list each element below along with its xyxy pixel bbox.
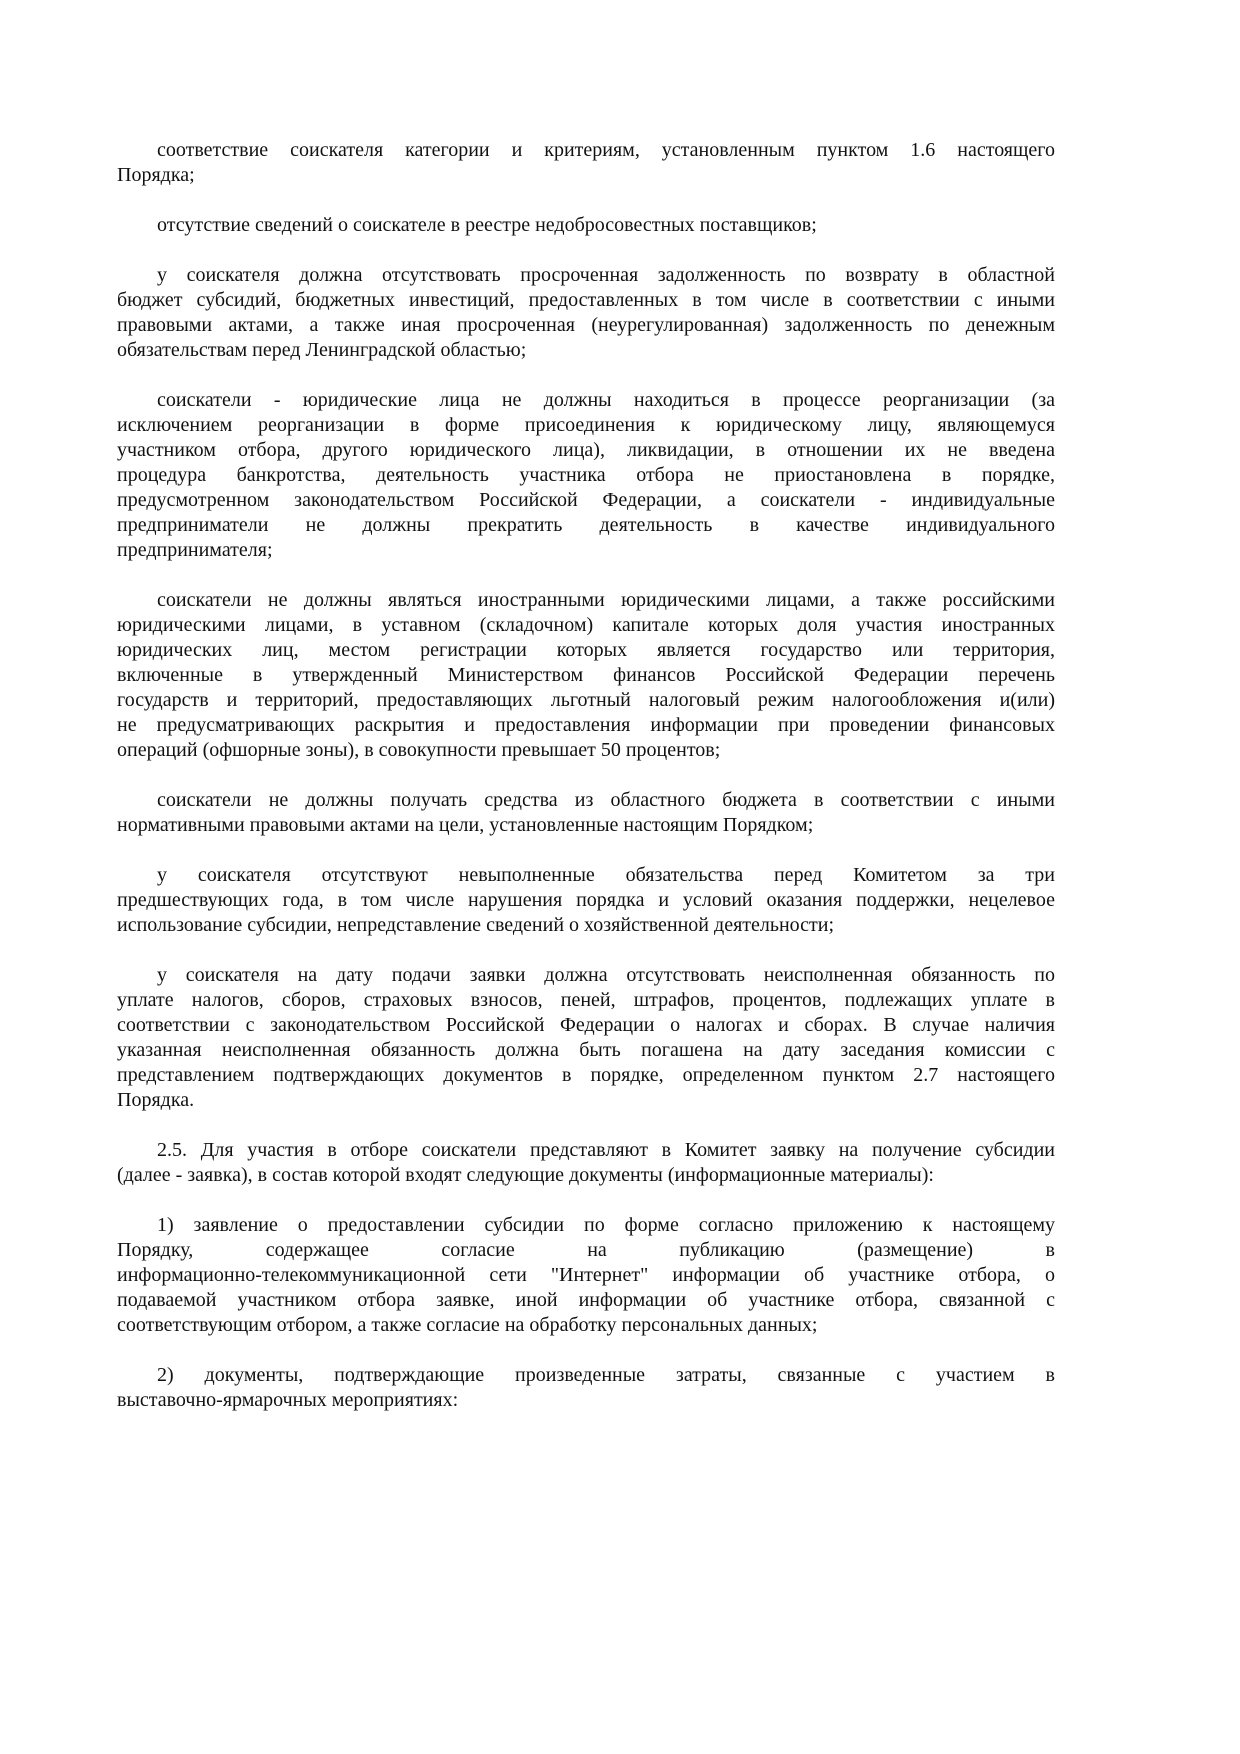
text-line: обязательствам перед Ленинградской областью;	[117, 339, 527, 361]
text-line: предпринимателя;	[117, 539, 273, 561]
text-line: юридическими лицами, в уставном (складочном) капитале которых доля участия иностранных	[117, 614, 1055, 636]
text-line: предусмотренном законодательством Российской Федерации, а соискатели - индивидуальные	[117, 489, 1055, 511]
text-line: нормативными правовыми актами на цели, установленные настоящим Порядком;	[117, 814, 814, 836]
text-line: у соискателя отсутствуют невыполненные обязательства перед Комитетом за три	[157, 864, 1055, 886]
text-line: соискатели не должны получать средства из областного бюджета в соответствии с иными	[157, 789, 1055, 811]
text-line: у соискателя на дату подачи заявки должна отсутствовать неисполненная обязанность по	[157, 964, 1055, 986]
text-line: уплате налогов, сборов, страховых взносов, пеней, штрафов, процентов, подлежащих уплате в	[117, 989, 1055, 1011]
text-line: Порядку, содержащее согласие на публикацию (размещение) в	[117, 1239, 1055, 1261]
paragraph	[117, 1213, 1055, 1338]
paragraph	[117, 963, 1055, 1113]
paragraph	[117, 1363, 1055, 1413]
text-line: (далее - заявка), в состав которой входят следующие документы (информационные материалы):	[117, 1164, 934, 1186]
text-line: Порядка;	[117, 164, 195, 186]
text-line: исключением реорганизации в форме присоединения к юридическому лицу, являющемуся	[117, 414, 1055, 436]
text-line: соответствие соискателя категории и критериям, установленным пунктом 1.6 настоящего	[157, 139, 1055, 161]
text-line: бюджет субсидий, бюджетных инвестиций, предоставленных в том числе в соответствии с иными	[117, 289, 1055, 311]
text-line: информационно-телекоммуникационной сети "Интернет" информации об участнике отбора, о	[117, 1264, 1055, 1286]
paragraph	[117, 1138, 1055, 1188]
text-line: операций (офшорные зоны), в совокупности превышает 50 процентов;	[117, 739, 721, 761]
paragraph	[117, 788, 1055, 838]
text-line: указанная неисполненная обязанность должна быть погашена на дату заседания комиссии с	[117, 1039, 1055, 1061]
text-line: предприниматели не должны прекратить деятельность в качестве индивидуального	[117, 514, 1055, 536]
text-line: соответствии с законодательством Российской Федерации о налогах и сборах. В случае наличия	[117, 1014, 1055, 1036]
document-page	[117, 138, 1055, 1438]
text-line: правовыми актами, а также иная просроченная (неурегулированная) задолженность по денежным	[117, 314, 1055, 336]
paragraph	[117, 388, 1055, 563]
paragraph	[117, 138, 1055, 188]
text-line: участником отбора, другого юридического лица), ликвидации, в отношении их не введена	[117, 439, 1055, 461]
text-line: государств и территорий, предоставляющих льготный налоговый режим налогообложения и(или)	[117, 689, 1055, 711]
text-line: 1) заявление о предоставлении субсидии по форме согласно приложению к настоящему	[157, 1214, 1055, 1236]
text-line: не предусматривающих раскрытия и предоставления информации при проведении финансовых	[117, 714, 1055, 736]
paragraph	[117, 263, 1055, 363]
text-line: 2) документы, подтверждающие произведенные затраты, связанные с участием в	[157, 1364, 1055, 1386]
paragraph	[117, 213, 1055, 238]
text-line: соискатели не должны являться иностранными юридическими лицами, а также российскими	[157, 589, 1055, 611]
text-line: соответствующим отбором, а также согласие на обработку персональных данных;	[117, 1314, 818, 1336]
text-line: подаваемой участником отбора заявке, иной информации об участнике отбора, связанной с	[117, 1289, 1055, 1311]
text-line: соискатели - юридические лица не должны находиться в процессе реорганизации (за	[157, 389, 1055, 411]
text-line: Порядка.	[117, 1089, 195, 1111]
text-line: использование субсидии, непредставление сведений о хозяйственной деятельности;	[117, 914, 835, 936]
text-line: юридических лиц, местом регистрации которых является государство или территория,	[117, 639, 1055, 661]
paragraph	[117, 863, 1055, 938]
text-line: предшествующих года, в том числе нарушения порядка и условий оказания поддержки, нецелевое	[117, 889, 1055, 911]
text-line: представлением подтверждающих документов в порядке, определенном пунктом 2.7 настоящего	[117, 1064, 1055, 1086]
text-line: процедура банкротства, деятельность участника отбора не приостановлена в порядке,	[117, 464, 1055, 486]
text-line: выставочно-ярмарочных мероприятиях:	[117, 1389, 459, 1411]
paragraph	[117, 588, 1055, 763]
text-line: отсутствие сведений о соискателе в реестре недобросовестных поставщиков;	[157, 214, 817, 236]
text-line: включенные в утвержденный Министерством финансов Российской Федерации перечень	[117, 664, 1055, 686]
text-line: 2.5. Для участия в отборе соискатели представляют в Комитет заявку на получение субсидии	[157, 1139, 1055, 1161]
text-line: у соискателя должна отсутствовать просроченная задолженность по возврату в областной	[157, 264, 1055, 286]
